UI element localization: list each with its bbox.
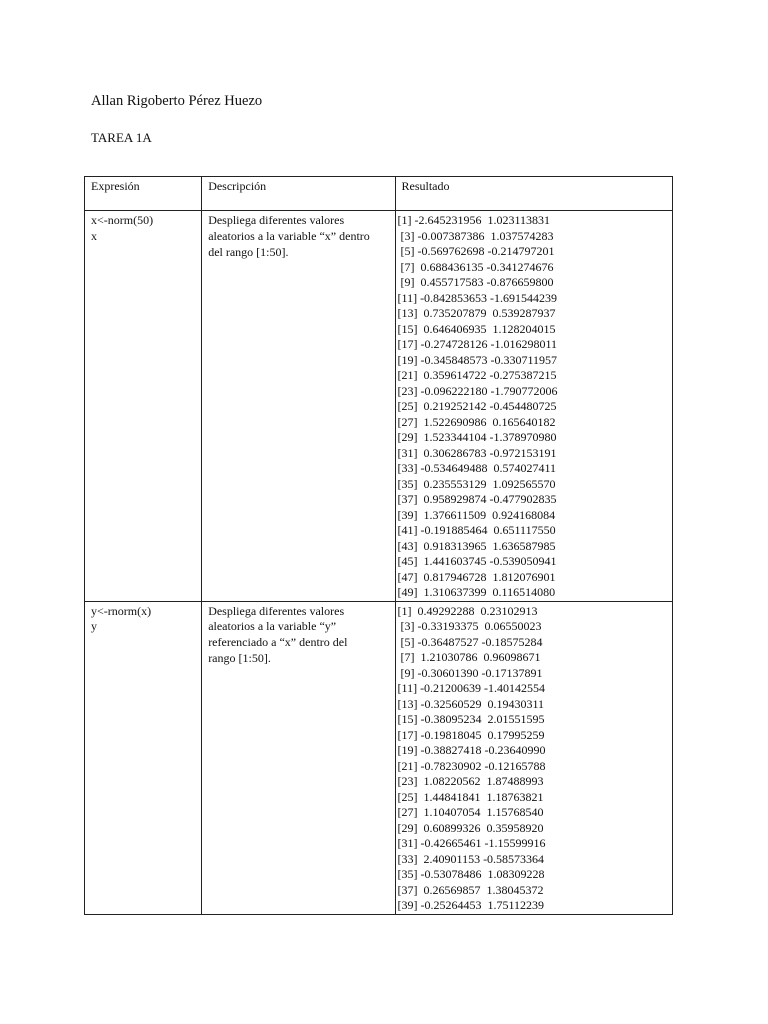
result-line: [31] -0.42665461 -1.15599916 — [397, 836, 546, 850]
result-line: [13] 0.735207879 0.539287937 — [397, 306, 556, 320]
result-line: [27] 1.10407054 1.15768540 — [397, 805, 544, 819]
result-line: [7] 1.21030786 0.96098671 — [397, 650, 541, 664]
result-line: [17] -0.274728126 -1.016298011 — [397, 337, 558, 351]
result-line: [11] -0.842853653 -1.691544239 — [397, 290, 558, 305]
result-line: [45] 1.441603745 -0.539050941 — [397, 554, 557, 568]
result-line: [33] -0.534649488 0.574027411 — [397, 461, 557, 475]
expression-cell — [85, 211, 202, 602]
result-line: [7] 0.688436135 -0.341274676 — [397, 259, 554, 274]
expression-cell — [85, 601, 202, 914]
result-line: [3] -0.007387386 1.037574283 — [397, 228, 554, 243]
expression-line: y — [91, 619, 97, 633]
result-line: [47] 0.817946728 1.812076901 — [397, 569, 556, 584]
description-line: Despliega diferentes valores — [208, 603, 345, 618]
task-title: TAREA 1A — [91, 130, 152, 145]
result-line: [9] 0.455717583 -0.876659800 — [397, 275, 554, 289]
result-line: [25] 0.219252142 -0.454480725 — [397, 399, 557, 413]
result-line: [23] 1.08220562 1.87488993 — [397, 774, 544, 788]
result-line: [25] 1.44841841 1.18763821 — [397, 789, 544, 804]
result-line: [33] 2.40901153 -0.58573364 — [397, 851, 545, 866]
result-cell — [395, 601, 672, 914]
result-line: [15] -0.38095234 2.01551595 — [397, 712, 545, 726]
header-cell-description: Descripción — [202, 177, 395, 211]
result-line: [39] -0.25264453 1.75112239 — [397, 898, 545, 912]
result-lines — [396, 602, 672, 914]
result-line: [29] 1.523344104 -1.378970980 — [397, 430, 557, 444]
results-table — [84, 176, 673, 915]
result-line: [27] 1.522690986 0.165640182 — [397, 414, 556, 429]
result-line: [5] -0.569762698 -0.214797201 — [397, 244, 555, 258]
description-line: Despliega diferentes valores — [208, 213, 345, 227]
result-cell — [395, 211, 672, 602]
result-line: [19] -0.38827418 -0.23640990 — [397, 743, 546, 757]
result-line: [43] 0.918313965 1.636587985 — [397, 538, 556, 553]
header-cell-expression: Expresión — [85, 177, 202, 211]
expression-line: x<-norm(50) — [91, 213, 154, 227]
result-line: [35] 0.235553129 1.092565570 — [397, 476, 556, 491]
result-line: [31] 0.306286783 -0.972153191 — [397, 445, 557, 460]
result-line: [37] 0.26569857 1.38045372 — [397, 882, 544, 897]
table-row — [85, 211, 673, 602]
result-line: [21] 0.359614722 -0.275387215 — [397, 368, 557, 382]
result-line: [39] 1.376611509 0.924168084 — [397, 507, 556, 522]
expression-line: x — [91, 228, 97, 243]
result-line: [37] 0.958929874 -0.477902835 — [397, 492, 557, 506]
result-line: [15] 0.646406935 1.128204015 — [397, 321, 556, 336]
result-line: [1] 0.49292288 0.23102913 — [397, 603, 538, 618]
result-line: [35] -0.53078486 1.08309228 — [397, 867, 545, 881]
description-line: aleatorios a la variable “x” dentro — [208, 228, 370, 243]
result-line: [17] -0.19818045 0.17995259 — [397, 727, 545, 742]
result-line: [41] -0.191885464 0.651117550 — [397, 523, 556, 537]
description-cell — [202, 601, 395, 914]
description-line: del rango [1:50]. — [208, 244, 289, 259]
description-line: rango [1:50]. — [208, 650, 271, 665]
description-line: referenciado a “x” dentro del — [208, 635, 348, 650]
result-line: [29] 0.60899326 0.35958920 — [397, 820, 544, 835]
result-line: [13] -0.32560529 0.19430311 — [397, 696, 545, 711]
result-line: [3] -0.33193375 0.06550023 — [397, 619, 542, 633]
result-line: [49] 1.310637399 0.116514080 — [397, 585, 556, 599]
header-cell-result: Resultado — [395, 177, 672, 211]
table-row — [85, 601, 673, 914]
table-header-row — [85, 177, 673, 211]
result-line: [9] -0.30601390 -0.17137891 — [397, 665, 543, 680]
result-line: [21] -0.78230902 -0.12165788 — [397, 758, 546, 773]
result-line: [1] -2.645231956 1.023113831 — [397, 213, 551, 227]
description-line: aleatorios a la variable “y” — [208, 619, 337, 634]
result-line: [19] -0.345848573 -0.330711957 — [397, 352, 558, 367]
description-cell — [202, 211, 395, 602]
expression-line: y<-rnorm(x) — [91, 603, 152, 618]
result-line: [23] -0.096222180 -1.790772006 — [397, 383, 558, 398]
author-name: Allan Rigoberto Pérez Huezo — [91, 93, 263, 109]
result-line: [5] -0.36487527 -0.18575284 — [397, 634, 543, 649]
result-lines — [396, 211, 672, 601]
result-line: [11] -0.21200639 -1.40142554 — [397, 681, 546, 695]
